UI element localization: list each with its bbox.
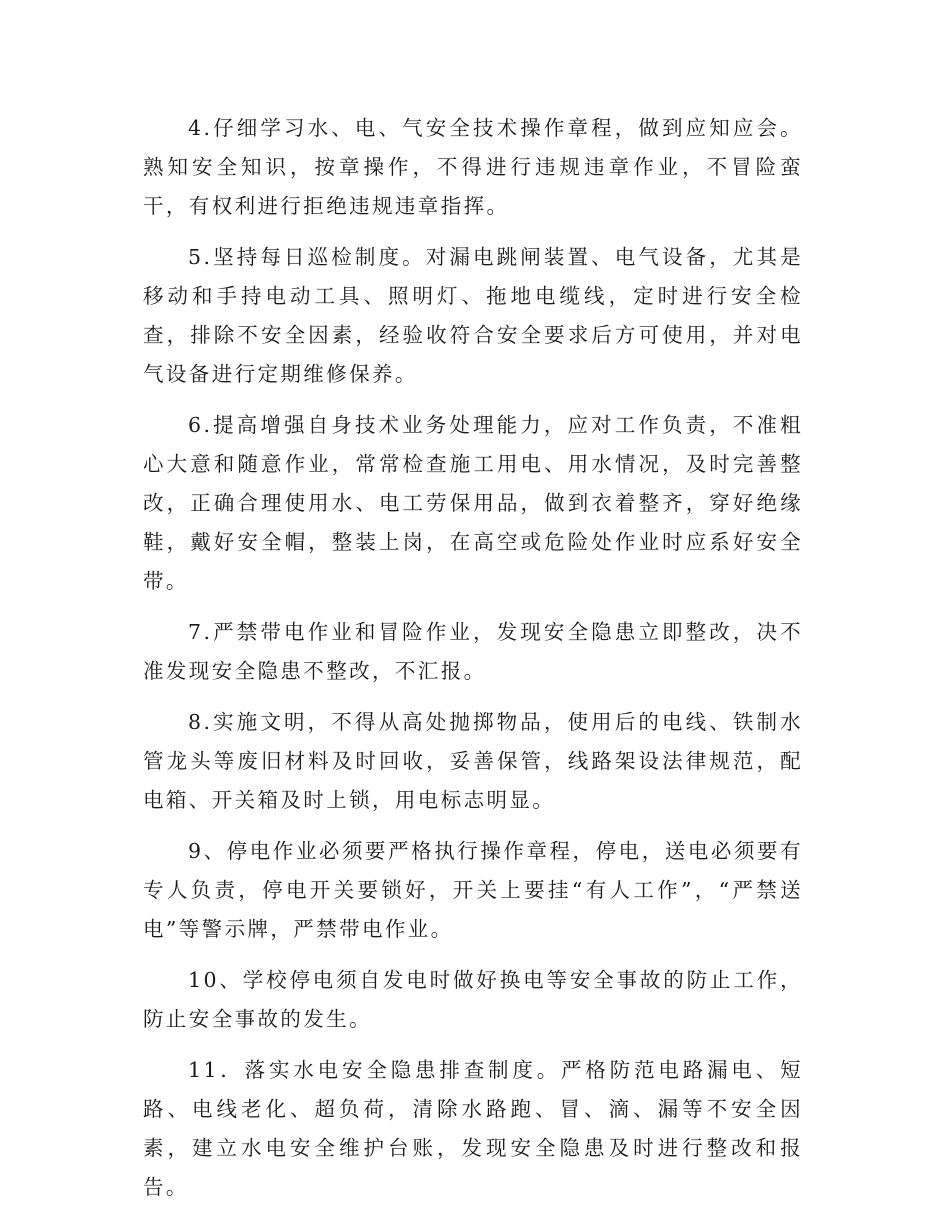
paragraph-item-9: 9、停电作业必须要严格执行操作章程，停电，送电必须要有专人负责，停电开关要锁好，开关上要挂“有人工作”，“严禁送电”等警示牌，严禁带电作业。	[143, 839, 803, 941]
paragraph-item-4: 4.仔细学习水、电、气安全技术操作章程，做到应知应会。熟知安全知识，按章操作，不得进行违规违章作业，不冒险蛮干，有权利进行拒绝违规违章指挥。	[143, 116, 803, 218]
paragraph-item-11: 11．落实水电安全隐患排查制度。严格防范电路漏电、短路、电线老化、超负荷，清除水路跑、冒、滴、漏等不安全因素，建立水电安全维护台账，发现安全隐患及时进行整改和报告。	[143, 1058, 803, 1199]
document-body	[143, 109, 803, 1207]
paragraph-item-7: 7.严禁带电作业和冒险作业，发现安全隐患立即整改，决不准发现安全隐患不整改，不汇报。	[143, 620, 803, 683]
paragraph-item-6: 6.提高增强自身技术业务处理能力，应对工作负责，不准粗心大意和随意作业，常常检查施工用电、用水情况，及时完善整改，正确合理使用水、电工劳保用品，做到衣着整齐，穿好绝缘鞋，戴好安全帽，整装上岗，在高空或危险处作业时应系好安全带。	[143, 413, 803, 593]
paragraph-item-10: 10、学校停电须自发电时做好换电等安全事故的防止工作，防止安全事故的发生。	[143, 968, 803, 1031]
paragraph-item-5: 5.坚持每日巡检制度。对漏电跳闸装置、电气设备，尤其是移动和手持电动工具、照明灯、拖地电缆线，定时进行安全检查，排除不安全因素，经验收符合安全要求后方可使用，并对电气设备进行定期维修保养。	[143, 245, 803, 386]
paragraph-item-8: 8.实施文明，不得从高处抛掷物品，使用后的电线、铁制水管龙头等废旧材料及时回收，妥善保管，线路架设法律规范，配电箱、开关箱及时上锁，用电标志明显。	[143, 710, 803, 812]
